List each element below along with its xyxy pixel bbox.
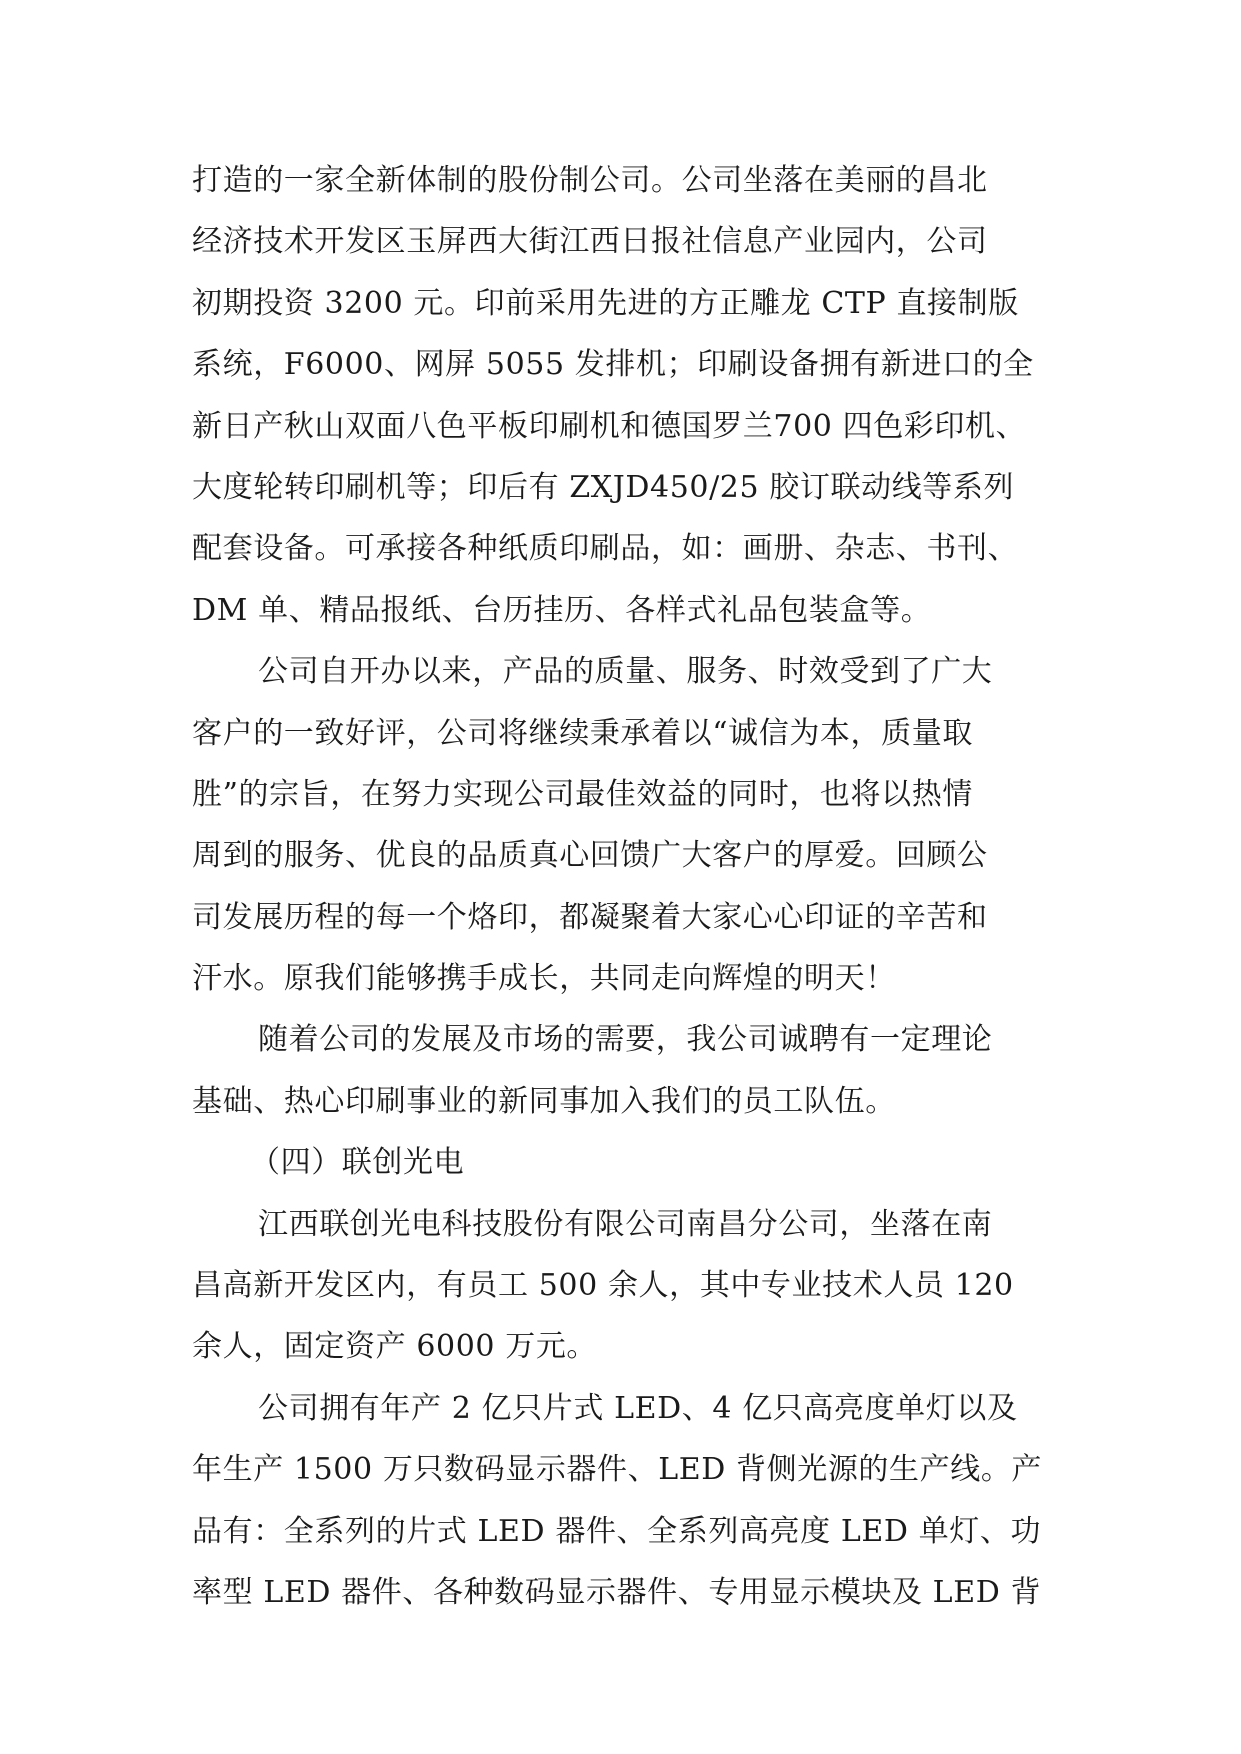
body-text-line: 品有：全系列的片式 LED 器件、全系列高亮度 LED 单灯、功 [192,1513,1042,1549]
body-text-line: 系统，F6000、网屏 5055 发排机；印刷设备拥有新进口的全 [192,347,1034,383]
paragraph-first-line: 江西联创光电科技股份有限公司南昌分公司，坐落在南 [258,1206,993,1242]
body-text-line: 客户的一致好评，公司将继续秉承着以“诚信为本，质量取 [192,715,973,751]
paragraph-first-line: 随着公司的发展及市场的需要，我公司诚聘有一定理论 [258,1022,993,1058]
body-text-line: 余人，固定资产 6000 万元。 [192,1329,598,1365]
body-text-line: DM 单、精品报纸、台历挂历、各样式礼品包装盒等。 [192,592,932,628]
document-body [192,150,1052,1623]
body-text-line: 昌高新开发区内，有员工 500 余人，其中专业技术人员 120 [192,1268,1014,1304]
section-heading: （四）联创光电 [250,1145,465,1181]
body-text-line: 胜”的宗旨，在努力实现公司最佳效益的同时，也将以热情 [192,776,973,812]
paragraph-first-line: 公司拥有年产 2 亿只片式 LED、4 亿只高亮度单灯以及 [258,1390,1018,1426]
body-text-line: 配套设备。可承接各种纸质印刷品，如：画册、杂志、书刊、 [192,531,1019,567]
body-text-line: 周到的服务、优良的品质真心回馈广大客户的厚爱。回顾公 [192,838,988,874]
paragraph-first-line: 公司自开办以来，产品的质量、服务、时效受到了广大 [258,654,993,690]
body-text-line: 新日产秋山双面八色平板印刷机和德国罗兰700 四色彩印机、 [192,408,1027,444]
body-text-line: 汗水。原我们能够携手成长，共同走向辉煌的明天！ [192,961,896,997]
body-text-line: 经济技术开发区玉屏西大街江西日报社信息产业园内，公司 [192,224,988,260]
body-text-line: 司发展历程的每一个烙印，都凝聚着大家心心印证的辛苦和 [192,899,988,935]
body-text-line: 基础、热心印刷事业的新同事加入我们的员工队伍。 [192,1083,896,1119]
body-text-line: 年生产 1500 万只数码显示器件、LED 背侧光源的生产线。产 [192,1452,1043,1488]
body-text-line: 率型 LED 器件、各种数码显示器件、专用显示模块及 LED 背 [192,1574,1042,1610]
body-text-line: 初期投资 3200 元。印前采用先进的方正雕龙 CTP 直接制版 [192,285,1019,321]
body-text-line: 大度轮转印刷机等；印后有 ZXJD450/25 胶订联动线等系列 [192,469,1015,505]
body-text-line: 打造的一家全新体制的股份制公司。公司坐落在美丽的昌北 [192,163,988,198]
